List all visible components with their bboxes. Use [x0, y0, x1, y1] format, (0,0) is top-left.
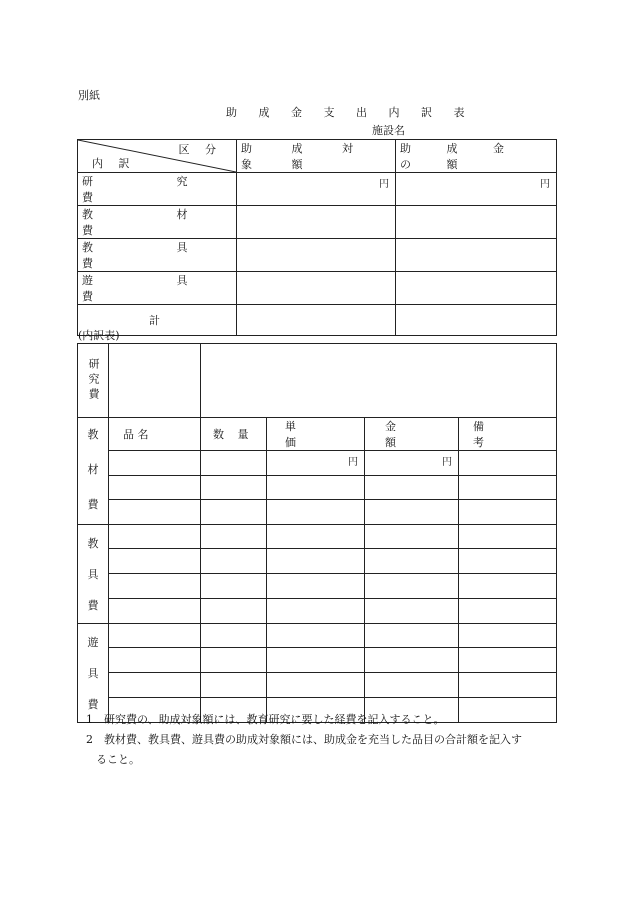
item-cell[interactable]	[109, 648, 201, 673]
note-item: 2 教材費、教具費、遊具費の助成対象額には、助成金を充当した品目の合計額を記入す	[86, 733, 522, 746]
column-header-quantity: 数 量	[201, 418, 267, 451]
row-label: 遊 具 費	[78, 272, 237, 305]
item-cell[interactable]	[109, 524, 201, 549]
remarks-cell[interactable]	[459, 623, 557, 648]
remarks-cell[interactable]	[459, 524, 557, 549]
amount-cell[interactable]	[396, 206, 557, 239]
amount-cell[interactable]	[396, 239, 557, 272]
unit-price-cell[interactable]	[267, 673, 365, 698]
row-label: 教 具 費	[78, 239, 237, 272]
amount-cell[interactable]	[365, 598, 459, 623]
row-label: 教 材 費	[78, 206, 237, 239]
research-label-cell: 研究費	[78, 344, 109, 418]
remarks-cell[interactable]	[459, 598, 557, 623]
note-item: 1 研究費の、助成対象額には、教育研究に要した経費を記入すること。	[86, 713, 445, 726]
item-cell[interactable]	[109, 500, 201, 525]
section-label-char: 遊	[87, 635, 99, 649]
unit-price-cell[interactable]	[267, 451, 365, 476]
amount-cell[interactable]	[237, 305, 396, 336]
corner-top-label: 区 分	[178, 143, 222, 156]
detail-table	[77, 343, 557, 723]
column-header-unit-price: 単 価	[267, 418, 365, 451]
detail-caption: (内訳表)	[78, 329, 120, 342]
quantity-cell[interactable]	[201, 451, 267, 476]
document-title: 助 成 金 支 出 内 訳 表	[226, 106, 474, 119]
amount-cell[interactable]	[365, 623, 459, 648]
unit-price-cell[interactable]	[267, 500, 365, 525]
yen-unit: 円	[379, 179, 389, 190]
amount-cell[interactable]	[396, 173, 557, 206]
attachment-label: 別紙	[78, 89, 100, 102]
quantity-cell[interactable]	[201, 549, 267, 574]
section-label-char: 材	[87, 462, 99, 476]
section-label	[78, 624, 108, 722]
item-cell[interactable]	[109, 623, 201, 648]
column-header-amount: 金 額	[365, 418, 459, 451]
unit-price-cell[interactable]	[267, 623, 365, 648]
remarks-cell[interactable]	[459, 500, 557, 525]
section-label-char: 教	[87, 427, 99, 441]
amount-cell[interactable]	[237, 173, 396, 206]
yen-unit: 円	[348, 457, 358, 468]
amount-cell[interactable]	[237, 206, 396, 239]
amount-cell[interactable]	[396, 272, 557, 305]
item-cell[interactable]	[109, 451, 201, 476]
remarks-cell[interactable]	[459, 673, 557, 698]
remarks-cell[interactable]	[459, 475, 557, 500]
summary-table	[77, 139, 557, 336]
quantity-cell[interactable]	[201, 623, 267, 648]
amount-cell[interactable]	[237, 272, 396, 305]
corner-header-cell	[78, 140, 237, 173]
section-label	[78, 422, 108, 520]
item-cell[interactable]	[109, 549, 201, 574]
quantity-cell[interactable]	[201, 673, 267, 698]
row-label: 研 究 費	[78, 173, 237, 206]
section-label-char: 費	[87, 598, 99, 612]
item-cell[interactable]	[109, 673, 201, 698]
header-subsidy-amount: 助 成 金 の 額	[396, 140, 557, 173]
quantity-cell[interactable]	[201, 475, 267, 500]
yen-unit: 円	[442, 457, 452, 468]
remarks-cell[interactable]	[459, 648, 557, 673]
amount-cell[interactable]	[365, 549, 459, 574]
amount-cell[interactable]	[396, 305, 557, 336]
section-label	[78, 525, 108, 623]
unit-price-cell[interactable]	[267, 598, 365, 623]
amount-cell[interactable]	[365, 673, 459, 698]
yen-unit: 円	[540, 179, 550, 190]
section-label-char: 具	[87, 567, 99, 581]
quantity-cell[interactable]	[201, 648, 267, 673]
corner-bottom-label: 内 訳	[92, 157, 136, 170]
remarks-cell[interactable]	[459, 574, 557, 599]
item-cell[interactable]	[109, 574, 201, 599]
section-label-char: 具	[87, 666, 99, 680]
column-header-item: 品 名	[109, 418, 201, 451]
remarks-cell[interactable]	[459, 549, 557, 574]
header-subsidy-target: 助 成 対 象 額	[237, 140, 396, 173]
unit-price-cell[interactable]	[267, 648, 365, 673]
facility-name-label: 施設名	[372, 124, 405, 137]
unit-price-cell[interactable]	[267, 574, 365, 599]
quantity-cell[interactable]	[201, 574, 267, 599]
section-label-char: 費	[87, 697, 99, 711]
amount-cell[interactable]	[365, 574, 459, 599]
unit-price-cell[interactable]	[267, 524, 365, 549]
section-label-cell	[78, 524, 109, 623]
unit-price-cell[interactable]	[267, 549, 365, 574]
research-cell[interactable]	[109, 344, 201, 418]
quantity-cell[interactable]	[201, 500, 267, 525]
amount-cell[interactable]	[365, 475, 459, 500]
quantity-cell[interactable]	[201, 598, 267, 623]
amount-cell[interactable]	[365, 451, 459, 476]
amount-cell[interactable]	[365, 648, 459, 673]
notes	[86, 710, 522, 770]
research-detail-cell[interactable]	[201, 344, 557, 418]
quantity-cell[interactable]	[201, 524, 267, 549]
unit-price-cell[interactable]	[267, 475, 365, 500]
section-label-char: 費	[87, 497, 99, 511]
column-header-remarks: 備 考	[459, 418, 557, 451]
amount-cell[interactable]	[237, 239, 396, 272]
item-cell[interactable]	[109, 598, 201, 623]
amount-cell[interactable]	[365, 524, 459, 549]
section-label-char: 教	[87, 536, 99, 550]
note-item: ること。	[96, 753, 140, 766]
remarks-cell[interactable]	[459, 451, 557, 476]
section-label-cell	[78, 418, 109, 525]
item-cell[interactable]	[109, 475, 201, 500]
section-label-cell	[78, 623, 109, 722]
amount-cell[interactable]	[365, 500, 459, 525]
row-label-total: 計	[78, 305, 237, 336]
